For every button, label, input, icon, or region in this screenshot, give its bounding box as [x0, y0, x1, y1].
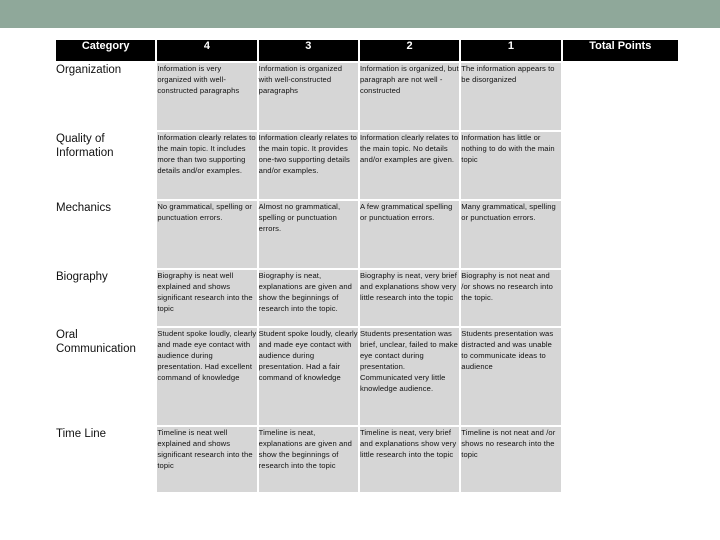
- total-points-cell: [563, 201, 678, 268]
- header-row: [56, 40, 678, 61]
- category-label: Quality of Information: [56, 132, 155, 199]
- criteria-cell-1: Students presentation was distracted and was unable to communicate ideas to audience: [461, 328, 560, 425]
- total-points-cell: [563, 132, 678, 199]
- header-score-1: 1: [461, 40, 560, 61]
- criteria-cell-3: Almost no grammatical, spelling or punctuation errors.: [259, 201, 358, 268]
- total-points-cell: [563, 328, 678, 425]
- category-label: Organization: [56, 63, 155, 130]
- criteria-cell-3: Biography is neat, explanations are given and show the beginnings of research into the topic.: [259, 270, 358, 326]
- table-row: [56, 201, 678, 268]
- criteria-cell-1: Many grammatical, spelling or punctuation errors.: [461, 201, 560, 268]
- criteria-cell-1: The information appears to be disorganized: [461, 63, 560, 130]
- criteria-cell-2: Timeline is neat, very brief and explanations show very little research into the topic: [360, 427, 459, 492]
- criteria-cell-2: Information is organized, but paragraph are not well -constructed: [360, 63, 459, 130]
- total-points-cell: [563, 427, 678, 492]
- criteria-cell-2: Information clearly relates to the main topic. No details and/or examples are given.: [360, 132, 459, 199]
- header-total-points: Total Points: [563, 40, 678, 61]
- category-label: Biography: [56, 270, 155, 326]
- criteria-cell-3: Information is organized with well-constructed paragraphs: [259, 63, 358, 130]
- criteria-cell-1: Timeline is not neat and /or shows no research into the topic: [461, 427, 560, 492]
- criteria-cell-4: Biography is neat well explained and shows significant research into the topic: [157, 270, 256, 326]
- criteria-cell-3: Timeline is neat, explanations are given and show the beginnings of research into the topic: [259, 427, 358, 492]
- criteria-cell-2: A few grammatical spelling or punctuation errors.: [360, 201, 459, 268]
- table-row: [56, 132, 678, 199]
- criteria-cell-3: Information clearly relates to the main topic. It provides one-two supporting details and/or examples.: [259, 132, 358, 199]
- table-row: [56, 427, 678, 492]
- category-label: Mechanics: [56, 201, 155, 268]
- criteria-cell-2: Students presentation was brief, unclear, failed to make eye contact during presentation. Communicated very little knowledge audience.: [360, 328, 459, 425]
- criteria-cell-4: No grammatical, spelling or punctuation errors.: [157, 201, 256, 268]
- total-points-cell: [563, 63, 678, 130]
- criteria-cell-1: Biography is not neat and /or shows no research into the topic.: [461, 270, 560, 326]
- criteria-cell-4: Information is very organized with well-constructed paragraphs: [157, 63, 256, 130]
- header-score-3: 3: [259, 40, 358, 61]
- header-category: Category: [56, 40, 155, 61]
- table-row: [56, 63, 678, 130]
- header-score-2: 2: [360, 40, 459, 61]
- criteria-cell-4: Information clearly relates to the main topic. It includes more than two supporting details and/or examples.: [157, 132, 256, 199]
- header-score-4: 4: [157, 40, 256, 61]
- total-points-cell: [563, 270, 678, 326]
- criteria-cell-2: Biography is neat, very brief and explanations show very little research into the topic: [360, 270, 459, 326]
- table-row: [56, 328, 678, 425]
- criteria-cell-4: Student spoke loudly, clearly and made eye contact with audience during presentation. Had excellent command of knowledge: [157, 328, 256, 425]
- criteria-cell-1: Information has little or nothing to do with the main topic: [461, 132, 560, 199]
- rubric-table: [54, 38, 680, 494]
- category-label: Oral Communication: [56, 328, 155, 425]
- criteria-cell-3: Student spoke loudly, clearly and made eye contact with audience during presentation. Had a fair command of knowledge: [259, 328, 358, 425]
- table-row: [56, 270, 678, 326]
- criteria-cell-4: Timeline is neat well explained and shows significant research into the topic: [157, 427, 256, 492]
- category-label: Time Line: [56, 427, 155, 492]
- title-band: [0, 0, 720, 28]
